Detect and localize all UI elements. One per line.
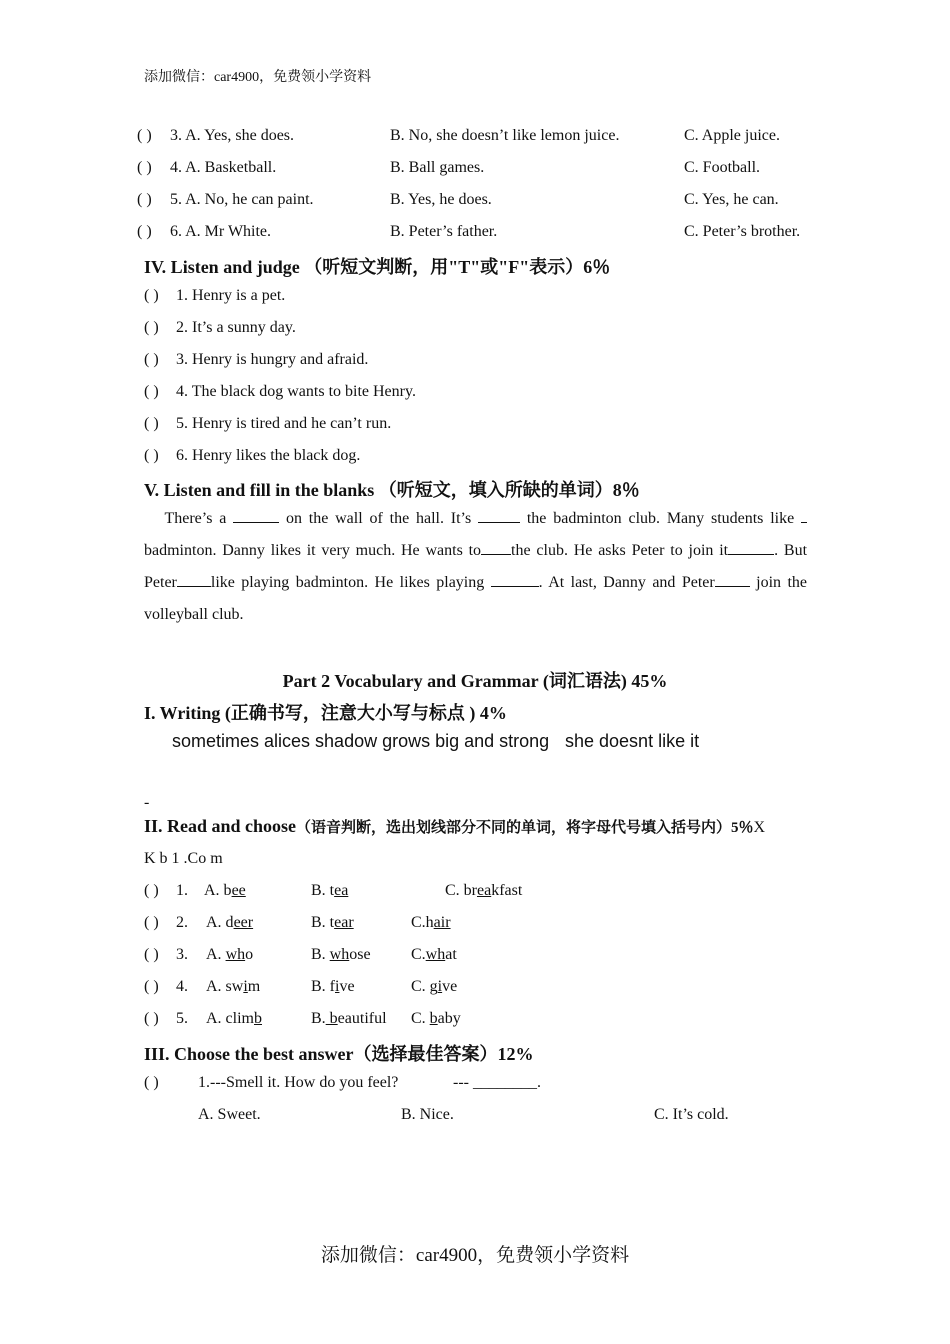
passage-text: like playing badminton. He likes playing [210,574,485,591]
part-title: Part 2 Vocabulary and Grammar (词汇语法) 45% [282,671,668,691]
passage-text: join the volleyball club. [144,574,808,623]
passage-text: badminton. Danny likes it very much. He wants to [144,542,482,559]
blank-5[interactable] [728,540,774,555]
writing-sentence-1: sometimes alices shadow grows big and strong [172,731,550,751]
heading-en: II. Read and choose [144,816,297,836]
answer-paren: ( ) [144,1074,159,1091]
passage-text: the club. He asks Peter to join it [511,542,729,559]
answer-paren: ( ) [144,447,159,464]
blank-8[interactable] [715,572,750,587]
statement: 3. Henry is hungry and afraid. [176,351,369,368]
option-c: C. breakfast [445,882,523,899]
blank-1[interactable] [233,508,279,523]
option-b: B. Nice. [401,1106,454,1123]
answer-paren: ( ) [144,287,159,304]
blank-7[interactable] [491,572,539,587]
option-c: C. Football. [684,159,761,176]
item-number: 1. [176,882,188,899]
writing-sentence-2: she doesnt like it [565,731,700,751]
header-watermark: 添加微信：car4900，免费领小学资料 [144,70,372,85]
answer-paren: ( ) [137,159,152,176]
heading-line-2: K b 1 .Co m [144,850,223,867]
answer-paren: ( ) [144,351,159,368]
passage-text: the badminton club. Many students like [526,510,795,527]
blank-2[interactable] [478,508,520,523]
passage-text: on the wall of the hall. It’s [285,510,472,527]
section-heading-listen-judge: IV. Listen and judge （听短文判断，用"T"或"F"表示）6％ [144,257,611,277]
statement: 2. It’s a sunny day. [176,319,296,336]
answer-paren: ( ) [144,882,159,899]
option-a: A. bee [204,882,246,899]
statement: 6. Henry likes the black dog. [176,447,361,464]
answer-paren: ( ) [137,223,152,240]
option-c: C.hair [411,914,451,931]
answer-paren: ( ) [144,1010,159,1027]
option-a: A. who [206,946,254,963]
statement: 4. The black dog wants to bite Henry. [176,383,416,400]
option-b: B. Yes, he does. [390,191,492,208]
option-a: 6. A. Mr White. [170,223,272,240]
statement: 1. Henry is a pet. [176,287,286,304]
option-a: A. climb [206,1010,262,1027]
blank-3[interactable] [801,508,807,523]
option-c: C. baby [411,1010,461,1027]
question-1: 1.---Smell it. How do you feel? [198,1074,399,1091]
statement: 5. Henry is tired and he can’t run. [176,415,392,432]
answer-paren: ( ) [144,319,159,336]
heading-tail: X [753,819,766,836]
answer-paren: ( ) [144,946,159,963]
option-b: B. Ball games. [390,159,485,176]
passage-text: . At last, Danny and Peter [538,574,715,591]
passage-text: There’s a [164,510,227,527]
item-number: 5. [176,1010,188,1027]
fill-blanks-passage [144,503,807,631]
blank-4[interactable] [481,540,511,555]
option-c: C. Apple juice. [684,127,780,144]
option-c: C. It’s cold. [654,1106,729,1123]
answer-paren: ( ) [144,383,159,400]
writing-dash: - [144,794,150,811]
answer-paren: ( ) [144,415,159,432]
item-number: 4. [176,978,188,995]
answer-paren: ( ) [137,191,152,208]
blank-6[interactable] [177,572,211,587]
item-number: 2. [176,914,188,931]
answer-paren: ( ) [137,127,152,144]
option-c: C. give [411,978,458,995]
option-a: A. deer [206,914,254,931]
option-b: B. beautiful [311,1010,387,1027]
section-heading-best-answer: III. Choose the best answer（选择最佳答案）12% [144,1044,534,1064]
section-heading-writing: I. Writing (正确书写，注意大小写与标点 ) 4% [144,703,507,723]
answer-paren: ( ) [144,978,159,995]
option-b: B. tear [311,914,354,931]
option-b: B. Peter’s father. [390,223,498,240]
option-a: 4. A. Basketball. [170,159,277,176]
option-b: B. five [311,978,355,995]
answer-paren: ( ) [144,914,159,931]
option-c: C. Peter’s brother. [684,223,801,240]
option-b: B. whose [311,946,371,963]
option-a: A. Sweet. [198,1106,261,1123]
question-1-answer-line: --- ________. [453,1074,541,1091]
option-a: 3. A. Yes, she does. [170,127,295,144]
heading-cn: （语音判断，选出划线部分不同的单词，将字母代号填入括号内）5％ [296,820,754,836]
section-heading-fill-blanks: V. Listen and fill in the blanks （听短文，填入所缺的单词）8％ [144,480,640,500]
option-a: 5. A. No, he can paint. [170,191,314,208]
option-a: A. swim [206,978,261,995]
option-c: C. Yes, he can. [684,191,779,208]
option-b: B. No, she doesn’t like lemon juice. [390,127,620,144]
footer-watermark: 添加微信：car4900，免费领小学资料 [320,1245,630,1266]
passage-text: . But Peter [144,542,808,591]
section-heading-read-choose [144,816,765,837]
item-number: 3. [176,946,188,963]
option-b: B. tea [311,882,349,899]
option-c: C.what [411,946,457,963]
